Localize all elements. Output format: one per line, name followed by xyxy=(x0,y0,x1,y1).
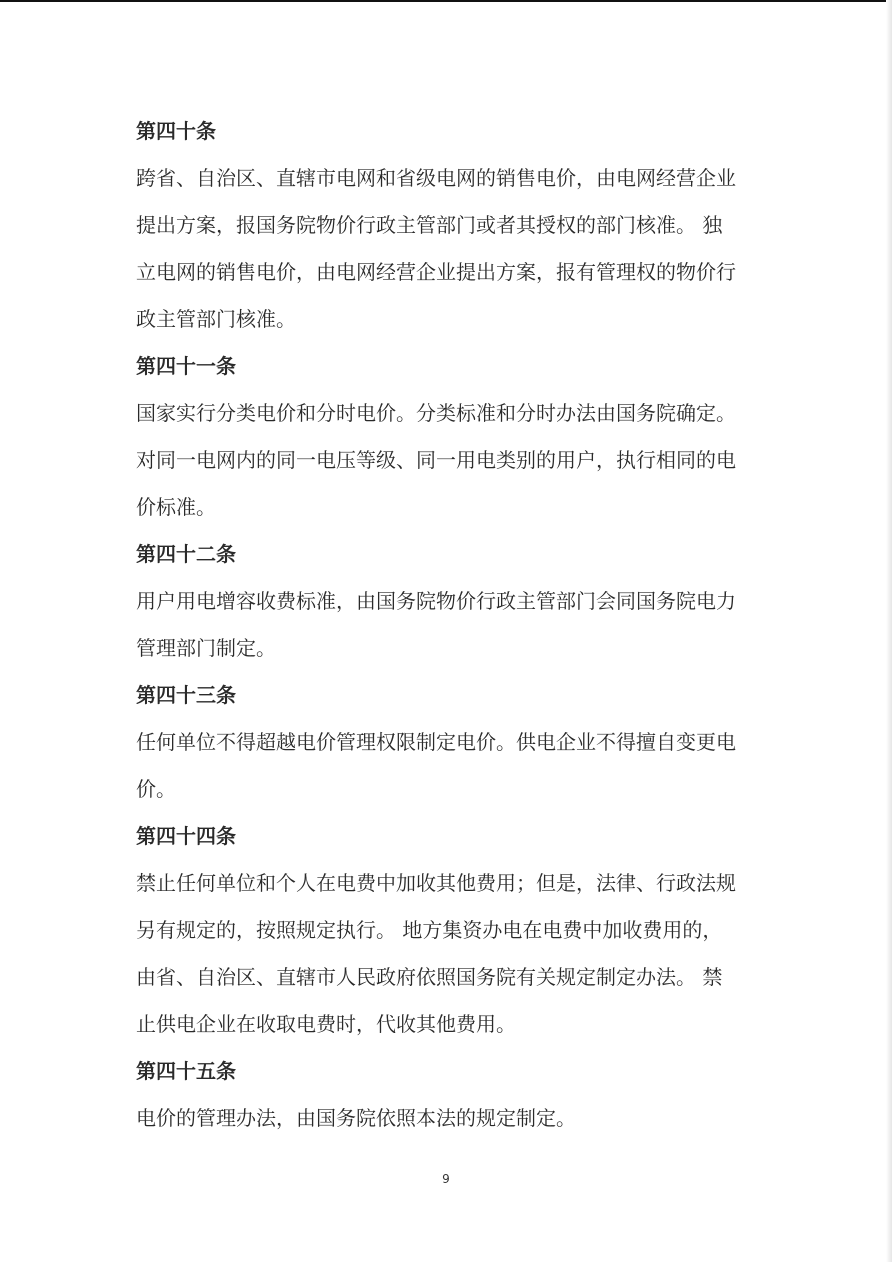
article-title: 第四十四条 xyxy=(136,824,236,848)
article-text-line: 政主管部门核准。 xyxy=(136,307,296,331)
article-text-line: 跨省、自治区、直辖市电网和省级电网的销售电价，由电网经营企业 xyxy=(136,166,736,190)
document-body xyxy=(136,108,760,1142)
article-text-line: 由省、自治区、直辖市人民政府依照国务院有关规定制定办法。 禁 xyxy=(136,965,723,989)
article-title: 第四十三条 xyxy=(136,683,236,707)
article-text-line: 管理部门制定。 xyxy=(136,636,276,660)
article-text-line: 对同一电网内的同一电压等级、同一用电类别的用户，执行相同的电 xyxy=(136,448,736,472)
article-45 xyxy=(136,1048,760,1142)
article-text-line: 止供电企业在收取电费时，代收其他费用。 xyxy=(136,1012,516,1036)
article-43 xyxy=(136,672,760,813)
article-text-line: 用户用电增容收费标准，由国务院物价行政主管部门会同国务院电力 xyxy=(136,589,736,613)
article-title: 第四十一条 xyxy=(136,354,236,378)
article-title: 第四十五条 xyxy=(136,1059,236,1083)
article-text-line: 价。 xyxy=(136,777,176,801)
article-42 xyxy=(136,531,760,672)
article-text-line: 国家实行分类电价和分时电价。分类标准和分时办法由国务院确定。 xyxy=(136,401,736,425)
article-title: 第四十条 xyxy=(136,119,216,143)
article-text-line: 价标准。 xyxy=(136,495,216,519)
page-number: 9 xyxy=(442,1172,450,1186)
article-text-line: 任何单位不得超越电价管理权限制定电价。供电企业不得擅自变更电 xyxy=(136,730,736,754)
article-44 xyxy=(136,813,760,1048)
page-edge-shadow xyxy=(886,0,892,1262)
top-border-rule xyxy=(0,0,892,2)
article-text-line: 电价的管理办法，由国务院依照本法的规定制定。 xyxy=(136,1106,576,1130)
article-title: 第四十二条 xyxy=(136,542,236,566)
article-text-line: 提出方案，报国务院物价行政主管部门或者其授权的部门核准。 独 xyxy=(136,213,723,237)
article-text-line: 立电网的销售电价，由电网经营企业提出方案，报有管理权的物价行 xyxy=(136,260,736,284)
article-41 xyxy=(136,343,760,531)
article-text-line: 禁止任何单位和个人在电费中加收其他费用；但是，法律、行政法规 xyxy=(136,871,736,895)
article-text-line: 另有规定的，按照规定执行。 地方集资办电在电费中加收费用的， xyxy=(136,918,723,942)
article-40 xyxy=(136,108,760,343)
